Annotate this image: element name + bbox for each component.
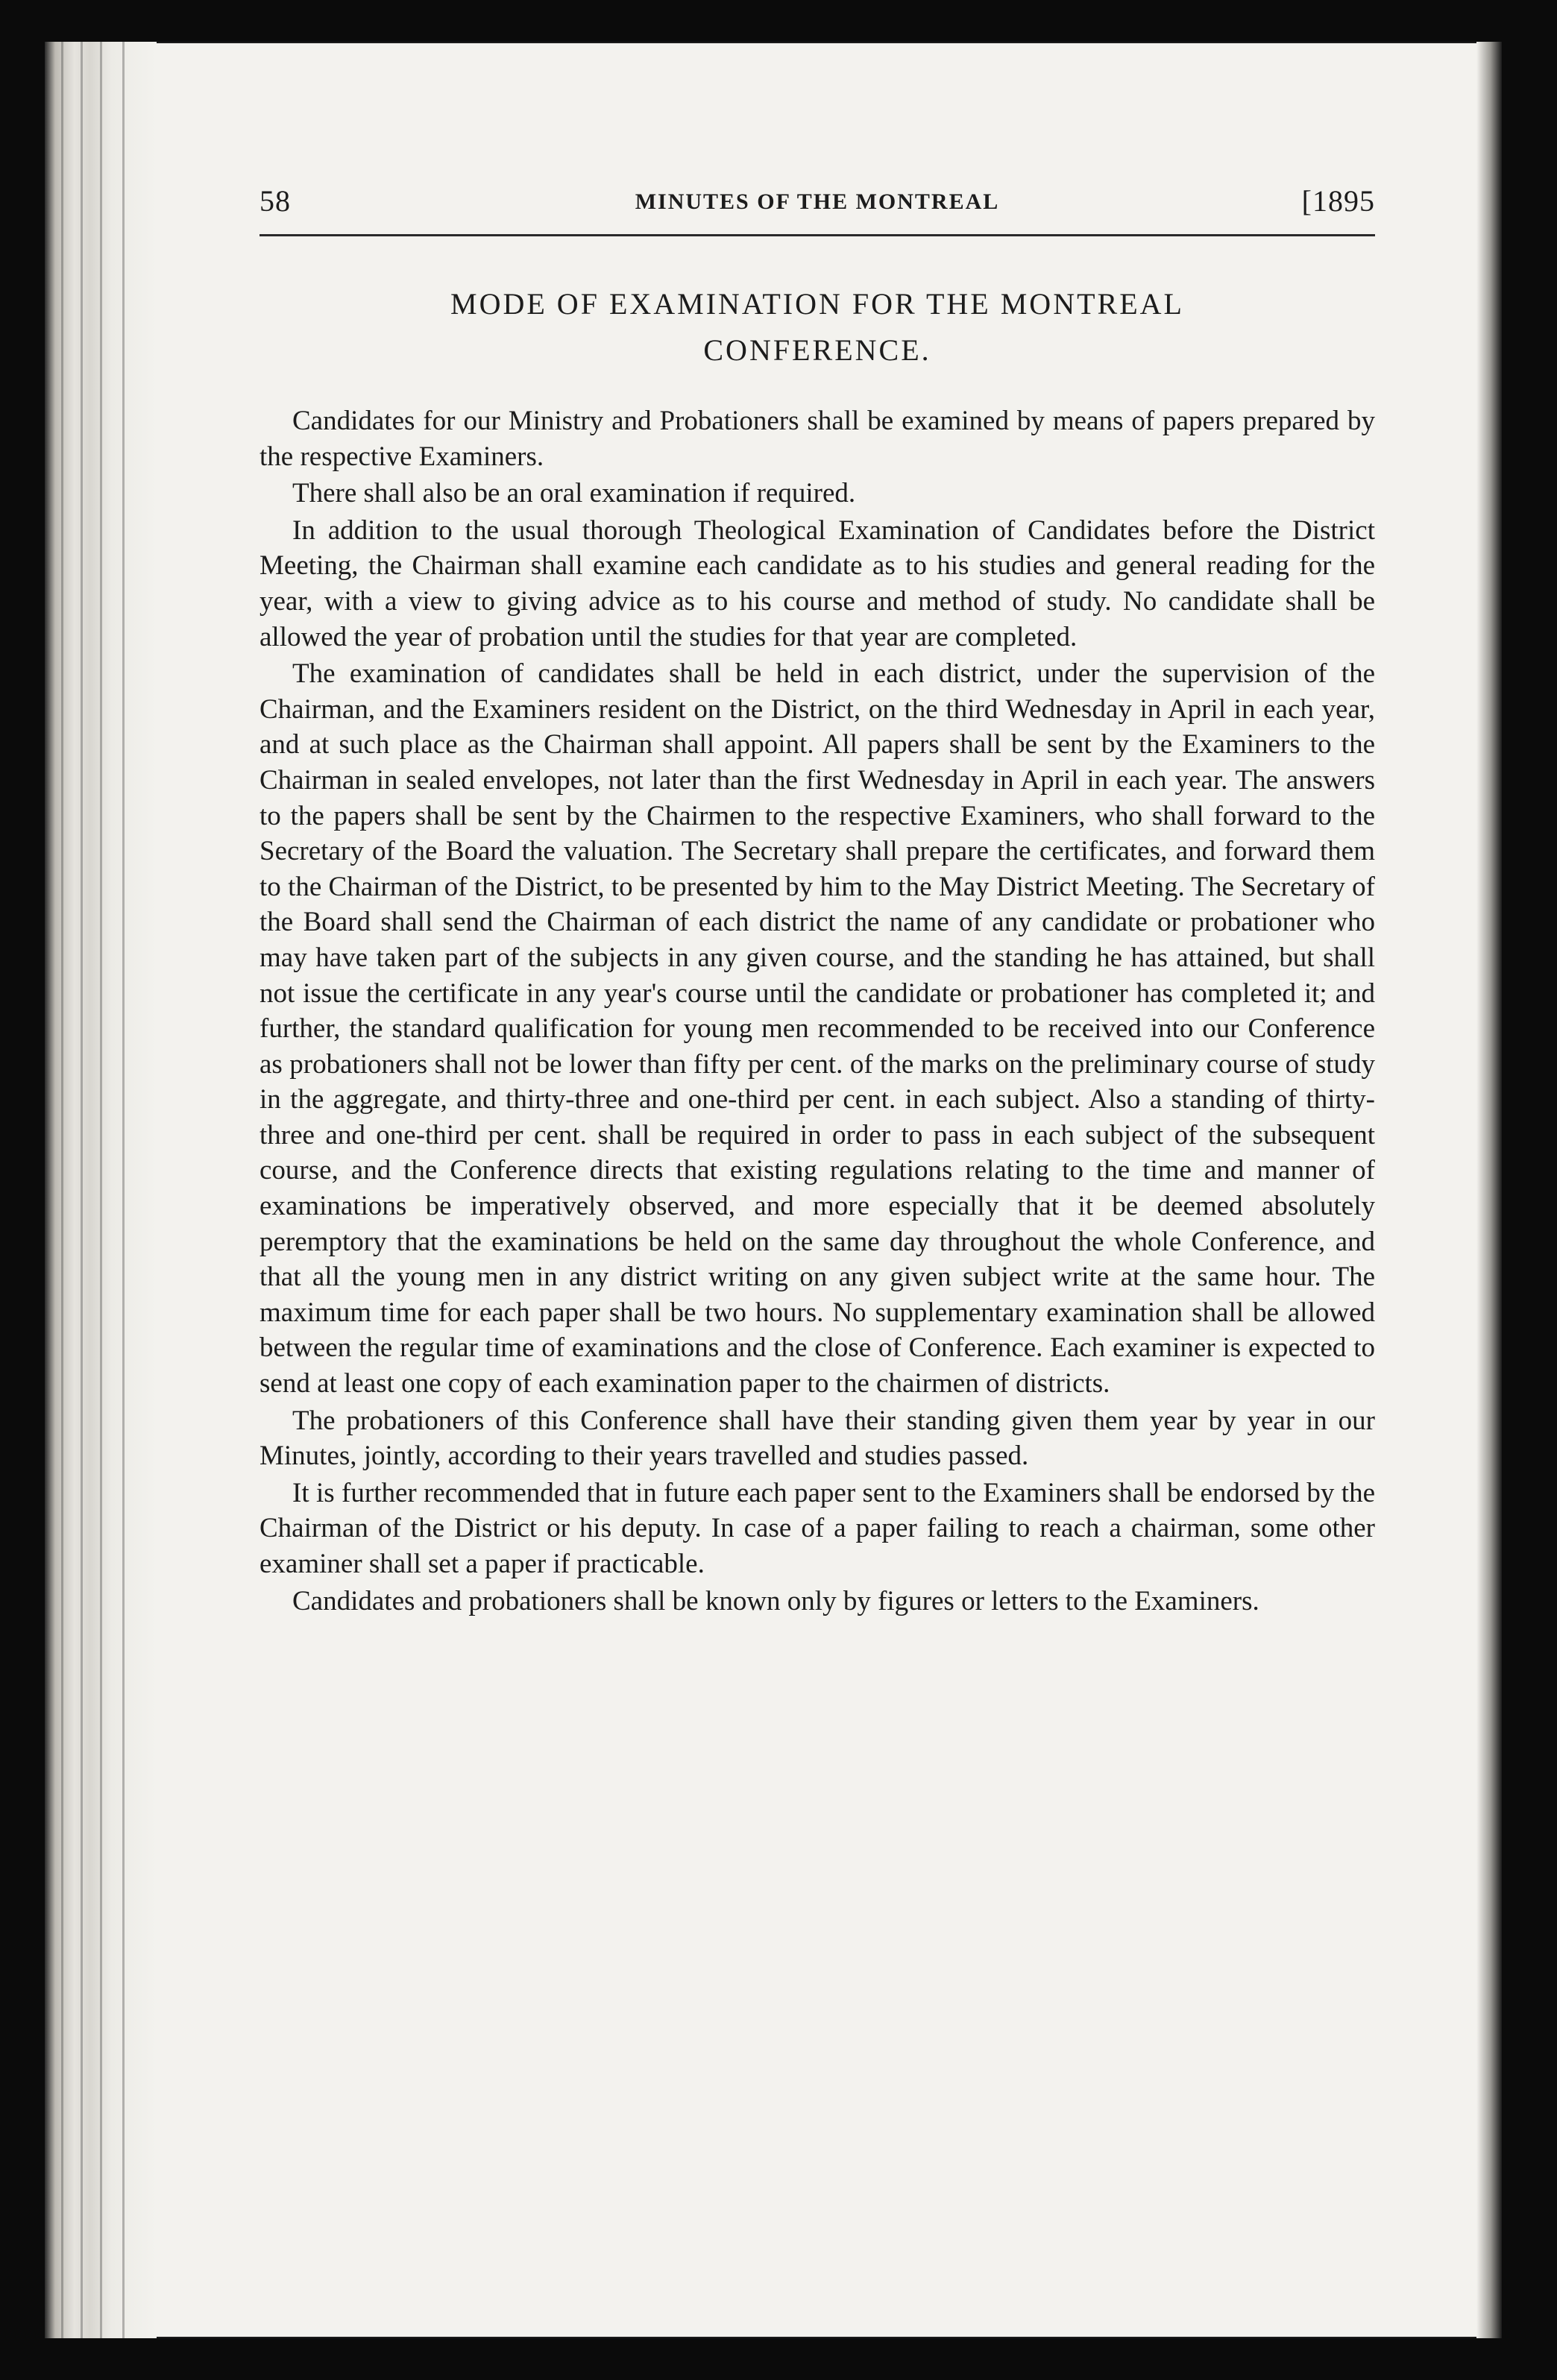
paragraph: Candidates for our Ministry and Probationers shall be examined by means of papers prepared by the respective Examiners. (260, 406, 1375, 472)
body-text (260, 403, 1375, 1619)
paragraph: Candidates and probationers shall be known only by figures or letters to the Examiners. (292, 1585, 1259, 1616)
page-content (260, 179, 1375, 1620)
running-head-title: MINUTES OF THE MONTREAL (635, 189, 1000, 214)
header-rule (260, 234, 1375, 236)
running-head-year: [1895 (1301, 184, 1375, 218)
gutter-line (81, 42, 83, 2338)
page-right-edge (1476, 42, 1502, 2338)
paragraph: There shall also be an oral examination if required. (292, 478, 856, 509)
page-number: 58 (260, 184, 291, 218)
running-head (260, 179, 1375, 233)
gutter-line (61, 42, 63, 2338)
section-title-line-2: CONFERENCE. (703, 333, 931, 367)
gutter-line (122, 42, 125, 2338)
page-gutter (45, 42, 157, 2338)
paragraph: It is further recommended that in future each paper sent to the Examiners shall be endorsed by the Chairman of the District or his deputy. In case of a paper failing to reach a chairman, some other examiner shall set a paper if practicable. (260, 1477, 1375, 1579)
section-title (260, 281, 1375, 374)
paragraph: The probationers of this Conference shall have their standing given them year by year in our Minutes, jointly, according to their years travelled and studies passed. (260, 1405, 1375, 1472)
gutter-line (100, 42, 102, 2338)
section-title-line-1: MODE OF EXAMINATION FOR THE MONTREAL (450, 287, 1184, 321)
paragraph: The examination of candidates shall be held in each district, under the supervision of the Chairman, and the Examiners resident on the District, on the third Wednesday in April in each year, and at such place as the Chairman shall appoint. All papers shall be sent by the Examiners to the Chairman in sealed envelopes, not later than the first Wednesday in April in each year. The answers to the papers shall be sent by the Chairmen to the respective Examiners, who shall forward to the Secretary of the Board the valuation. The Secretary shall prepare the certificates, and forward them to the Chairman of the District, to be presented by him to the May District Meeting. The Secretary of the Board shall send the Chairman of each district the name of any candidate or probationer who may have taken part of the subjects in any given course, and the standing he has attained, but shall not issue the certificate in any year's course until the candidate or probationer has completed it; and further, the standard qualification for young men recommended to be received into our Conference as probationers shall not be lower than fifty per cent. of the marks on the preliminary course of study in the aggregate, and thirty-three and one-third per cent. in each subject. Also a standing of thirty-three and one-third per cent. shall be required in order to pass in each subject of the subsequent course, and the Conference directs that existing regulations relating to the time and manner of examinations be imperatively observed, and more especially that it be deemed absolutely peremptory that the examinations be held on the same day throughout the whole Conference, and that all the young men in any district writing on any given subject write at the same hour. The maximum time for each paper shall be two hours. No supplementary examination shall be allowed between the regular time of examinations and the close of Conference. Each examiner is expected to send at least one copy of each examination paper to the chairmen of districts. (260, 658, 1375, 1400)
paragraph: In addition to the usual thorough Theological Examination of Candidates before the District Meeting, the Chairman shall examine each candidate as to his studies and general reading for the year, with a view to giving advice as to his course and method of study. No candidate shall be allowed the year of probation until the studies for that year are completed. (260, 514, 1375, 652)
